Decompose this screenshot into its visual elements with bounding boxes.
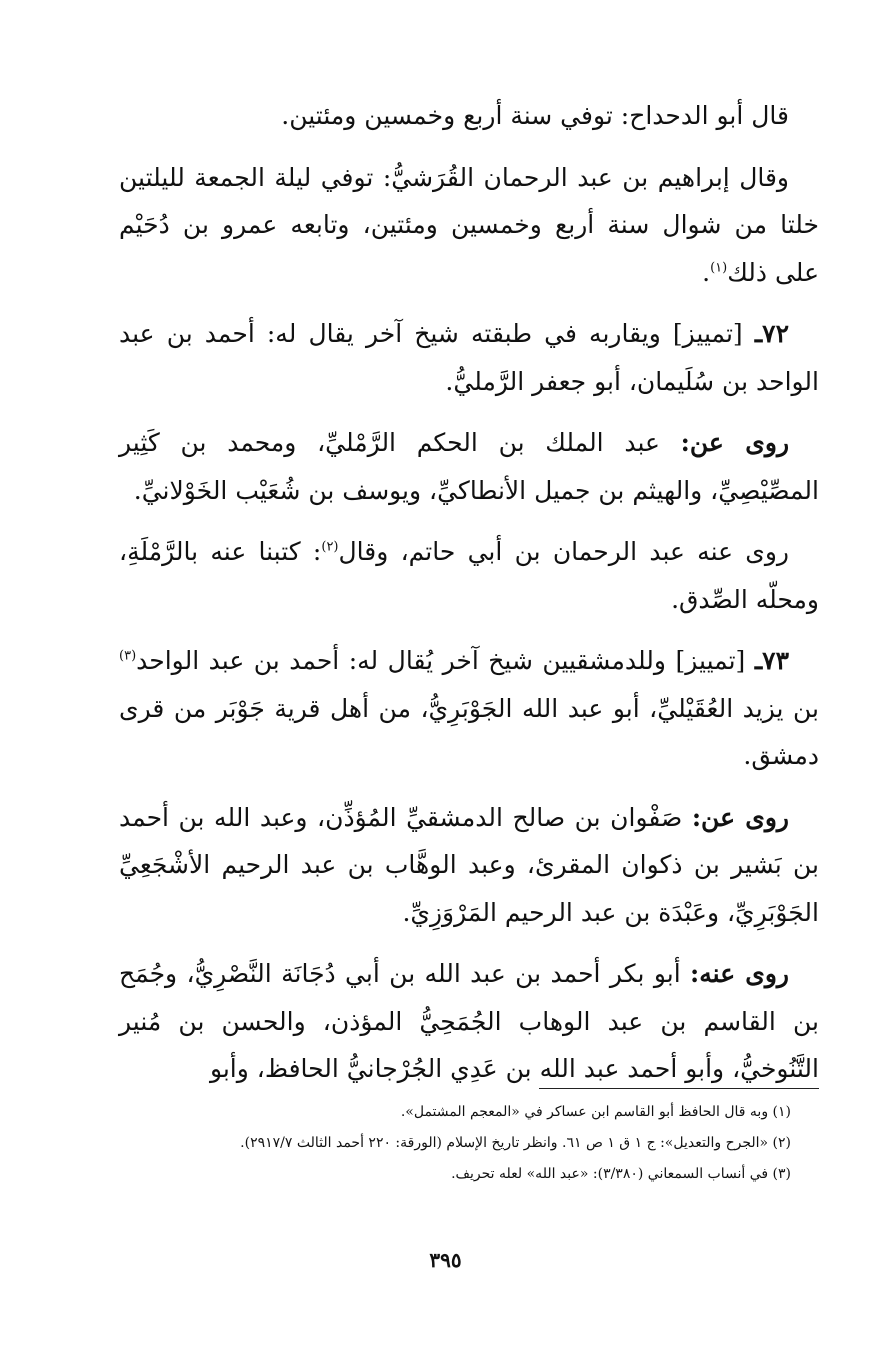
entry-text: بن يزيد العُقَيْليِّ، أبو عبد الله الجَوْبَرِيُّ، من أهل قرية جَوْبَر من قرى دمشق. [119, 693, 819, 770]
paragraph-end: . [702, 257, 711, 287]
footnote-ref: (١) [710, 260, 728, 276]
paragraph [119, 794, 819, 937]
paragraph-text: قال أبو الدحداح: توفي سنة أربع وخمسين ومئتين. [281, 101, 789, 130]
narrated-from-label: روى عن: [680, 428, 790, 457]
entry-73 [119, 637, 819, 780]
paragraph-text: وقال إبراهيم بن عبد الرحمان القُرَشيُّ: توفي ليلة الجمعة لليلتين خلتا من شوال سنة أربع وخمسين ومئتين، وتابعه عمرو بن دُحَيْم على ذلك [119, 162, 819, 287]
paragraph [119, 154, 819, 297]
main-text [119, 92, 819, 1107]
footnote-ref: (٢) [321, 539, 339, 555]
paragraph-text: عبد الملك بن الحكم الرَّمْليِّ، ومحمد بن كَثِير المصِّيْصِيِّ، والهيثم بن جميل الأنطاكيِّ، ويوسف بن شُعَيْب الخَوْلانيِّ. [119, 428, 819, 505]
footnote-separator [539, 1088, 819, 1089]
entry-text: [تمييز] ويقاربه في طبقته شيخ آخر يقال له: أحمد بن عبد الواحد بن سُلَيمان، أبو جعفر الرَّمليُّ. [119, 319, 819, 396]
footnotes [119, 1100, 819, 1193]
narrated-by-label: روى عنه: [690, 959, 789, 988]
paragraph-text: أبو بكر أحمد بن عبد الله بن أبي دُجَانَة النَّصْرِيُّ، وجُمَح بن القاسم بن عبد الوهاب الجُمَحِيُّ المؤذن، والحسن بن مُنير التَّنُوخيُّ، وأبو أحمد عبد الله بن عَدِي الجُرْجانيُّ الحافظ، وأبو [119, 959, 819, 1083]
entry-72 [119, 310, 819, 405]
page-number: ٣٩٥ [429, 1248, 462, 1272]
paragraph [119, 92, 819, 140]
entry-number: ٧٣ـ [754, 646, 789, 675]
footnote: (١) وبه قال الحافظ أبو القاسم ابن عساكر في «المعجم المشتمل». [400, 1104, 791, 1120]
paragraph-text: روى عنه عبد الرحمان بن أبي حاتم، وقال [338, 537, 789, 566]
entry-text: [تمييز] وللدمشقيين شيخ آخر يُقال له: أحمد بن عبد الواحد [136, 646, 746, 675]
entry-number: ٧٢ـ [754, 319, 789, 348]
footnote-ref: (٣) [119, 648, 137, 664]
paragraph [119, 419, 819, 514]
footnote: (٢) «الجرح والتعديل»: ج ١ ق ١ ص ٦١. وانظر تاريخ الإسلام (الورقة: ٢٢٠ أحمد الثالث ٢٩١٧/٧). [240, 1135, 791, 1151]
paragraph-text: صَفْوان بن صالح الدمشقيِّ المُؤذِّن، وعبد الله بن أحمد بن بَشير بن ذكوان المقرئ، وعبد الوهَّاب بن عبد الرحيم الأشْجَعِيِّ الجَوْبَرِيِّ، وعَبْدَة بن عبد الرحيم المَرْوَزِيِّ. [119, 802, 819, 927]
narrated-from-label: روى عن: [691, 802, 790, 832]
paragraph-text: : كتبنا عنه بالرَّمْلَةِ، ومحلّه الصِّدق. [119, 537, 819, 614]
footnote: (٣) في أنساب السمعاني (٣/٣٨٠): «عبد الله» لعله تحريف. [451, 1166, 791, 1182]
paragraph [119, 528, 819, 623]
paragraph [119, 950, 819, 1093]
